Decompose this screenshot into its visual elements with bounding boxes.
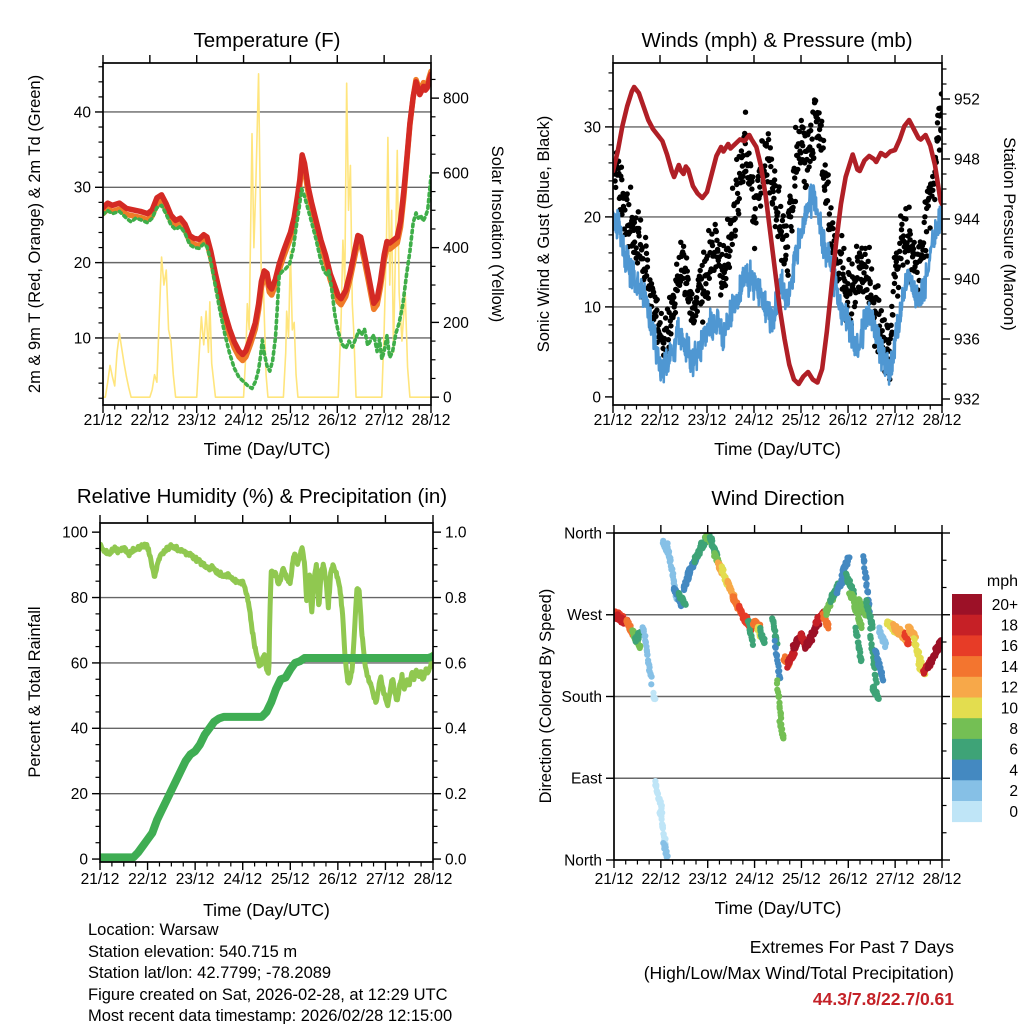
extremes-values: 44.3/7.8/22.7/0.61 [812,989,954,1009]
y-right-tick-label: 948 [954,151,980,169]
station-location: Location: Warsaw [88,921,219,939]
station-latlon: Station lat/lon: 42.7799; -78.2089 [88,964,332,983]
colorbar-cell [952,615,982,636]
x-tick-label: 22/12 [640,412,680,429]
y-right-tick-label: 800 [443,90,469,108]
colorbar-label: 18 [1000,617,1018,635]
x-tick-label: 24/12 [223,871,263,888]
colorbar-cell [952,718,982,739]
colorbar-cell [952,677,982,698]
x-tick-label: 26/12 [828,871,868,888]
axis-labels [26,29,506,459]
y-right-tick-label: 0.2 [445,786,467,804]
colorbar-cell [952,760,982,781]
x-tick-label: 27/12 [366,871,405,888]
y-left-tick-label: 20 [70,786,88,804]
x-tick-label: 26/12 [828,412,868,429]
wind-direction-dots [611,531,945,860]
x-tick-label: 23/12 [688,871,728,888]
colorbar-label: 12 [1000,679,1018,697]
x-axis-label: Time (Day/UTC) [714,898,842,918]
y-left-axis-label: 2m & 9m T (Red, Orange) & 2m Td (Green) [26,74,44,394]
colorbar-cell [952,635,982,656]
colorbar-label: 0 [1009,803,1018,821]
x-axis-label: Time (Day/UTC) [714,439,841,459]
y-right-tick-label: 0.6 [445,655,467,673]
x-tick-label: 27/12 [875,412,915,429]
y-left-tick-label: 30 [583,119,601,137]
colorbar-label: 2 [1009,783,1018,801]
extremes-subtitle: (High/Low/Max Wind/Total Precipitation) [643,963,954,983]
x-tick-label: 28/12 [922,412,962,429]
station-elevation: Station elevation: 540.715 m [88,942,298,961]
x-tick-label: 22/12 [128,871,167,888]
y-left-tick-label: 80 [70,589,88,607]
x-tick-label: 23/12 [687,412,727,429]
y-left-tick-label: 40 [70,720,88,738]
series-layer [610,87,944,385]
axis-labels [535,29,1018,459]
colorbar-label: 16 [1000,638,1018,656]
wind-direction-chart [537,487,1018,918]
x-tick-label: 24/12 [734,412,774,429]
series-layer [100,544,433,857]
colorbar-title: mph [986,573,1018,590]
chart-title: Relative Humidity (%) & Precipitation (in) [76,485,448,508]
y-right-tick-label: 936 [954,331,980,349]
y-right-tick-label: 0.4 [445,720,467,738]
gridlines [103,112,431,338]
x-tick-label: 27/12 [875,871,915,888]
x-tick-label: 22/12 [130,412,170,429]
colorbar-label: 20+ [991,596,1018,614]
series-relative-humidity [100,544,433,706]
y-left-tick-label: 60 [70,655,88,673]
y-left-axis-label: Percent & Total Rainfall [26,606,44,778]
y-right-tick-label: 0 [443,389,452,407]
x-tick-label: 23/12 [177,412,217,429]
colorbar-cell [952,594,982,615]
x-tick-label: 21/12 [594,871,634,888]
y-right-tick-label: 600 [443,165,469,183]
y-left-axis-label: Direction (Colored By Speed) [537,588,555,804]
chart-title: Winds (mph) & Pressure (mb) [641,29,913,52]
colorbar-cell [952,656,982,677]
x-tick-label: 27/12 [364,412,404,429]
y-left-axis-label: Sonic Wind & Gust (Blue, Black) [535,115,553,353]
axis-labels [537,487,961,918]
y-right-tick-label: 200 [443,314,469,332]
colorbar-label: 10 [1000,700,1018,718]
y-right-tick-label: 952 [954,91,980,109]
speed-colorbar [952,573,1018,822]
x-tick-label: 21/12 [593,412,633,429]
y-left-tick-label: 100 [62,524,88,542]
humidity-precip-chart [26,485,467,920]
colorbar-label: 8 [1009,720,1018,738]
chart-title: Wind Direction [711,487,845,510]
y-right-tick-label: 0.8 [445,589,467,607]
extremes-title: Extremes For Past 7 Days [749,937,954,957]
x-tick-label: 28/12 [922,871,962,888]
figure-created-timestamp: Figure created on Sat, 2026-02-28, at 12:29 UTC [88,985,448,1004]
x-tick-label: 24/12 [735,871,774,888]
x-axis-label: Time (Day/UTC) [203,900,330,920]
y-left-tick-label: 10 [73,330,91,348]
y-right-axis-label: Solar Insolation (Yellow) [488,145,506,323]
x-tick-label: 28/12 [413,871,453,888]
colorbar-label: 4 [1009,762,1018,780]
y-left-tick-label: 40 [73,104,91,122]
y-left-tick-label: 20 [73,255,91,273]
x-tick-label: 28/12 [411,412,451,429]
winds-pressure-chart [535,29,1018,459]
chart-title: Temperature (F) [193,29,341,52]
colorbar-cell [952,780,982,801]
y-left-tick-label: North [564,852,602,870]
y-right-tick-label: 0.0 [445,851,467,869]
y-left-tick-label: West [566,607,602,625]
x-tick-label: 23/12 [175,871,215,888]
x-tick-label: 24/12 [224,412,263,429]
series-layer [103,71,431,397]
y-left-tick-label: 10 [583,299,601,317]
colorbar-cell [952,739,982,760]
x-tick-label: 21/12 [83,412,123,429]
colorbar-cell [952,698,982,719]
y-right-tick-label: 932 [954,391,980,409]
extremes-block [644,934,954,1012]
y-left-tick-label: 0 [592,389,601,407]
x-axis-label: Time (Day/UTC) [203,439,331,459]
y-left-tick-label: North [564,525,602,543]
x-tick-label: 25/12 [782,871,821,888]
y-right-tick-label: 400 [443,240,469,258]
y-right-tick-label: 944 [954,211,980,229]
most-recent-data-timestamp: Most recent data timestamp: 2026/02/28 12:15:00 [88,1007,453,1024]
station-info-block [88,920,452,1024]
colorbar-label: 6 [1009,741,1018,759]
series-layer [611,531,945,860]
colorbar-label: 14 [1000,658,1018,676]
x-tick-label: 21/12 [80,871,120,888]
x-tick-label: 25/12 [270,871,310,888]
y-left-tick-label: 20 [583,209,601,227]
y-left-tick-label: East [570,770,602,788]
x-tick-label: 26/12 [318,871,358,888]
y-left-tick-label: 0 [79,851,88,869]
x-tick-label: 25/12 [271,412,310,429]
x-tick-label: 22/12 [641,871,681,888]
y-left-tick-label: South [561,688,602,706]
y-right-tick-label: 940 [954,271,980,289]
y-left-tick-label: 30 [73,179,91,197]
axis-labels [26,485,467,920]
y-right-tick-label: 1.0 [445,524,467,542]
y-right-axis-label: Station Pressure (Maroon) [1000,137,1018,331]
x-tick-label: 25/12 [781,412,821,429]
x-tick-label: 26/12 [317,412,357,429]
colorbar-cell [952,801,982,822]
temperature-chart [26,29,506,459]
